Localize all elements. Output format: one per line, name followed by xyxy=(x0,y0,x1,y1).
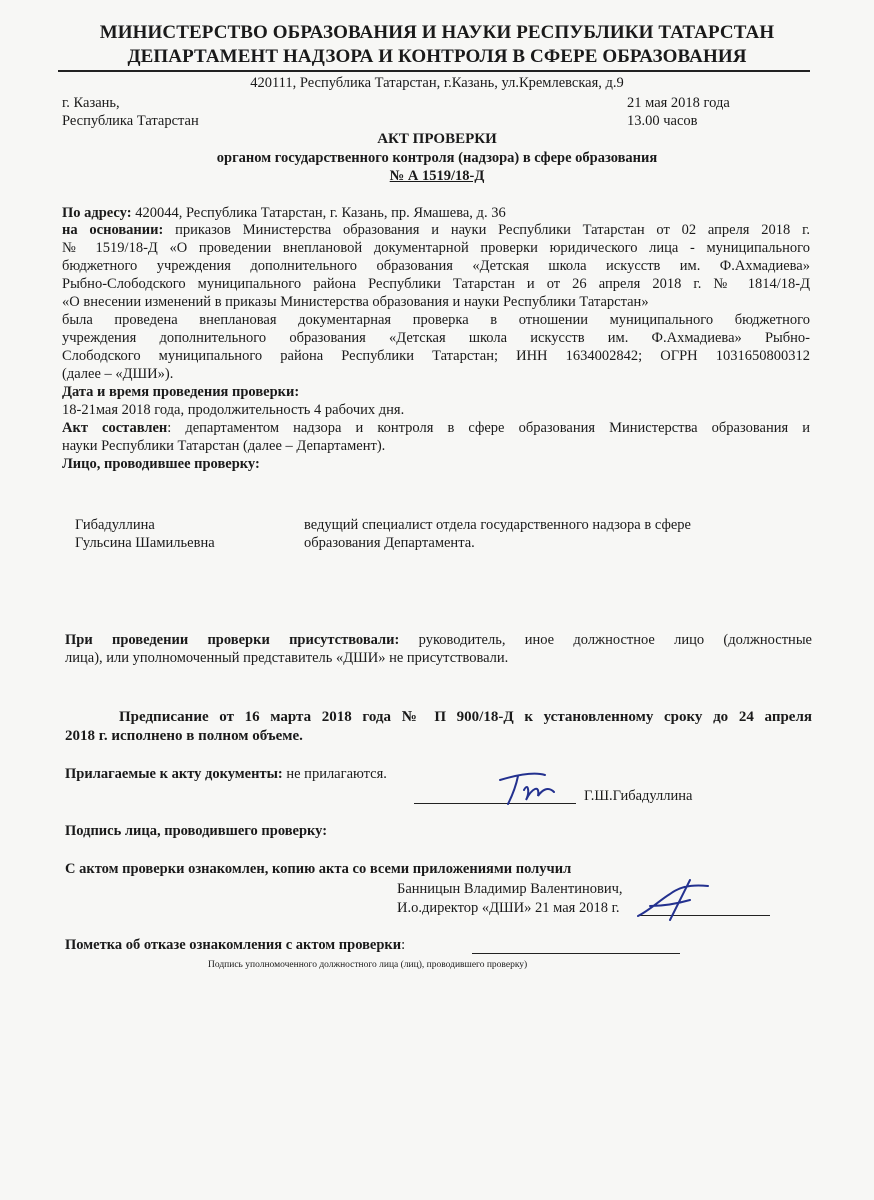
signature-label: Подпись лица, проводившего проверку: xyxy=(65,823,328,839)
act-composed-label: Акт составлен xyxy=(62,420,168,436)
dates-label: Дата и время проведения проверки: xyxy=(62,384,300,400)
header-address: 420111, Республика Татарстан, г.Казань, ул.Кремлевская, д.9 xyxy=(250,75,624,91)
inspector-label: Лицо, проводившее проверку: xyxy=(62,456,260,472)
attachments-label: Прилагаемые к акту документы: xyxy=(65,766,283,782)
basis-label: на основании: xyxy=(62,222,164,238)
present-line-2: лица), или уполномоченный представитель «ДШИ» не присутствовали. xyxy=(65,650,509,666)
department-title: ДЕПАРТАМЕНТ НАДЗОРА И КОНТРОЛЯ В СФЕРЕ ОБРАЗОВАНИЯ xyxy=(127,46,747,67)
prescription-line-1: Предписание от 16 марта 2018 года № П 900/18-Д к установленному сроку до 24 апреля xyxy=(119,709,812,725)
refusal-colon: : xyxy=(401,937,406,953)
act-time: 13.00 часов xyxy=(627,113,698,129)
ministry-title: МИНИСТЕРСТВО ОБРАЗОВАНИЯ И НАУКИ РЕСПУБЛИКИ ТАТАРСТАН xyxy=(99,22,775,43)
basis-line-1 xyxy=(62,222,810,239)
inspector-name: Гульсина Шамильевна xyxy=(75,535,215,551)
dates-value: 18-21мая 2018 года, продолжительность 4 рабочих дня. xyxy=(62,402,405,418)
acquainted-name: Банницын Владимир Валентинович, xyxy=(397,881,623,897)
act-composed-text: : департаментом надзора и контроля в сфере образования Министерства образования и xyxy=(167,420,810,436)
address-line xyxy=(62,205,506,222)
prescription-line-2: 2018 г. исполнено в полном объеме. xyxy=(65,728,303,744)
inspector-position-2: образования Департамента. xyxy=(304,535,475,551)
present-text: руководитель, иное должностное лицо (должностные xyxy=(399,632,812,648)
act-subtitle: органом государственного контроля (надзора) в сфере образования xyxy=(216,150,658,166)
director-signature-icon xyxy=(630,876,720,926)
refusal-caption: Подпись уполномоченного должностного лица (лиц), проводившего проверку) xyxy=(208,960,528,970)
inspection-line-3: Слободского муниципального района Республики Татарстан; ИНН 1634002842; ОГРН 1031650800312 xyxy=(62,348,810,364)
inspector-surname: Гибадуллина xyxy=(75,517,155,533)
place-region: Республика Татарстан xyxy=(62,113,199,129)
inspector-position-1: ведущий специалист отдела государственного надзора в сфере xyxy=(304,517,691,533)
inspector-signature-name: Г.Ш.Гибадуллина xyxy=(584,788,693,804)
basis-text-1: приказов Министерства образования и науки Республики Татарстан от 02 апреля 2018 г. xyxy=(175,222,811,238)
present-line-1 xyxy=(65,632,812,649)
attachments-line xyxy=(65,766,387,783)
basis-line-2: № 1519/18-Д «О проведении внеплановой документарной проверки юридического лица - муниципального xyxy=(62,240,810,256)
refusal-label xyxy=(65,937,405,954)
inspection-line-4: (далее – «ДШИ»). xyxy=(62,366,174,382)
place-city: г. Казань, xyxy=(62,95,120,111)
inspector-signature-icon xyxy=(490,766,580,810)
acquainted-position: И.о.директор «ДШИ» 21 мая 2018 г. xyxy=(397,900,620,916)
present-label: При проведении проверки присутствовали: xyxy=(65,632,400,648)
refusal-label-text: Пометка об отказе ознакомления с актом проверки xyxy=(65,937,402,953)
act-composed-line-1 xyxy=(62,420,810,437)
header-divider xyxy=(58,70,810,72)
refusal-signature-line xyxy=(472,953,680,954)
inspection-line-2: учреждения дополнительного образования «Детская школа искусств им. Ф.Ахмадиева» Рыбно- xyxy=(62,330,810,346)
acquainted-label: С актом проверки ознакомлен, копию акта со всеми приложениями получил xyxy=(65,861,572,877)
address-label: По адресу: xyxy=(62,205,132,221)
basis-line-3: бюджетного учреждения дополнительного образования «Детская школа искусств им. Ф.Ахмадиева» xyxy=(62,258,810,274)
attachments-value: не прилагаются. xyxy=(282,766,387,782)
act-date: 21 мая 2018 года xyxy=(627,95,730,111)
address-value: 420044, Республика Татарстан, г. Казань, пр. Ямашева, д. 36 xyxy=(135,205,506,221)
act-composed-line-2: науки Республики Татарстан (далее – Департамент). xyxy=(62,438,386,454)
act-title: АКТ ПРОВЕРКИ xyxy=(377,131,497,147)
act-number: № А 1519/18-Д xyxy=(389,168,485,184)
basis-line-4: Рыбно-Слободского муниципального района Республики Татарстан и от 26 апреля 2018 г. № 1814/18-Д xyxy=(62,276,810,292)
basis-line-5: «О внесении изменений в приказы Министерства образования и науки Республики Татарстан» xyxy=(62,294,649,310)
inspection-line-1: была проведена внеплановая документарная проверка в отношении муниципального бюджетного xyxy=(62,312,810,328)
